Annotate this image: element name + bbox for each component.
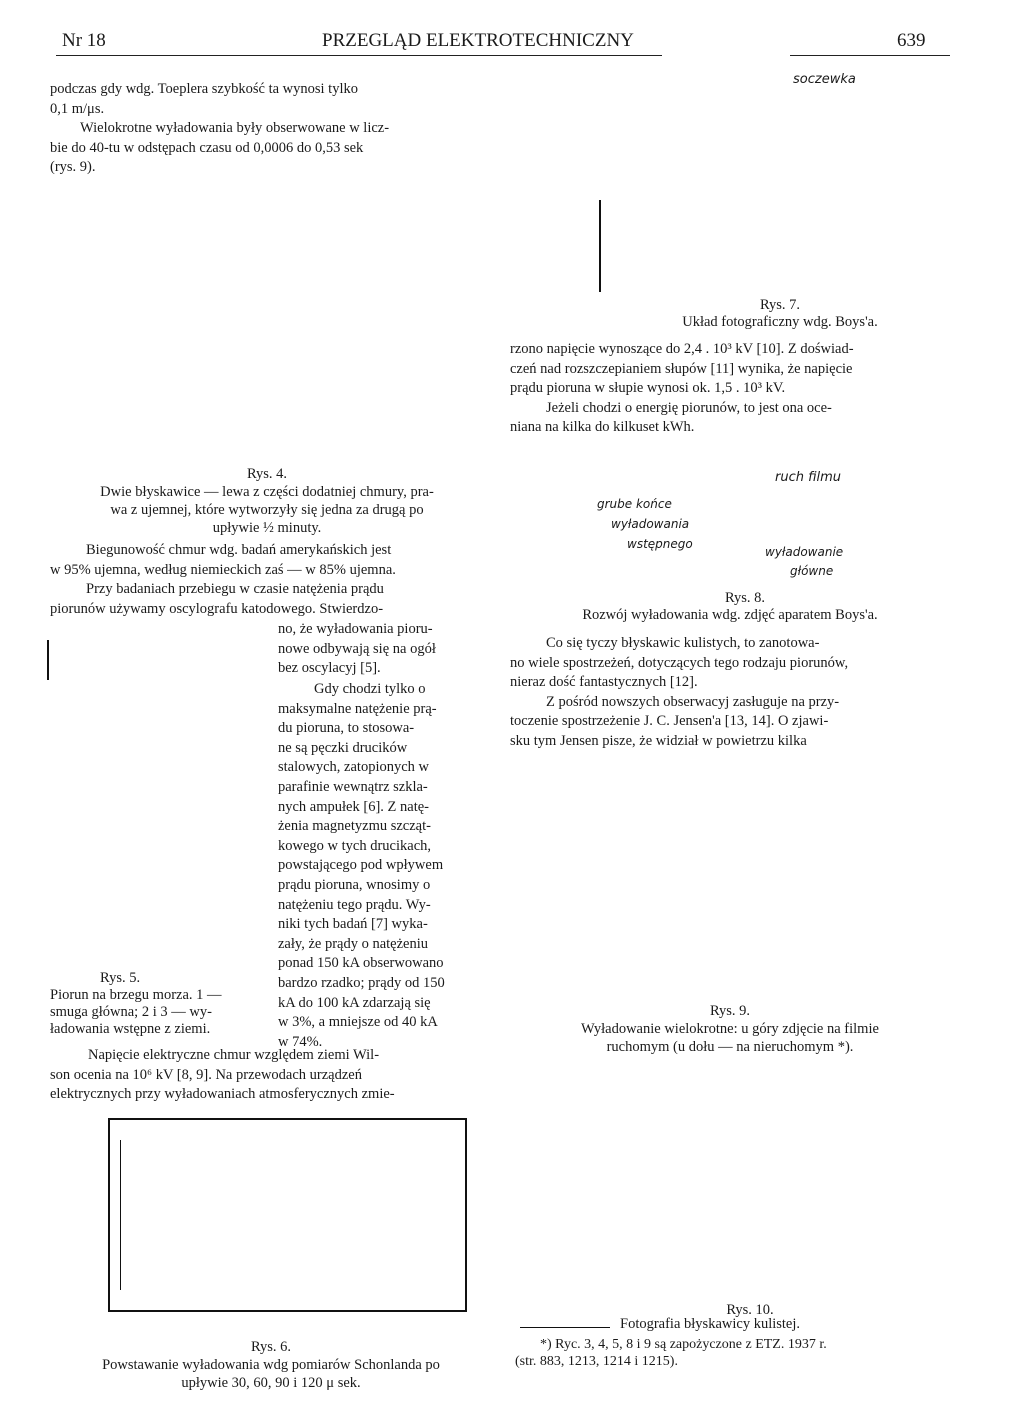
fig8-film-motion-label: ruch filmu xyxy=(775,470,842,485)
text-line: Co się tyczy błyskawic kulistych, to zanotowa- xyxy=(546,635,820,651)
journal-title: PRZEGLĄD ELEKTROTECHNICZNY xyxy=(322,30,634,51)
right-paragraph-2 xyxy=(510,634,950,752)
fig7-lens-label: soczewka xyxy=(793,72,856,87)
fig8-main-label-2: główne xyxy=(790,564,834,578)
left-narrow-paragraph-a xyxy=(278,620,490,679)
fig7-caption-text: Układ fotograficzny wdg. Boys'a. xyxy=(682,314,878,330)
text-line: (rys. 9). xyxy=(50,159,96,176)
footnote-line: (str. 883, 1213, 1214 i 1215). xyxy=(515,1354,678,1369)
fig8-ends-label-1: grube końce xyxy=(597,497,672,511)
text-line: elektrycznych przy wyładowaniach atmosferycznych zmie- xyxy=(50,1086,395,1103)
text-line: kA do 100 kA zdarzają się xyxy=(278,994,431,1011)
text-line: stalowych, zatopionych w xyxy=(278,759,430,776)
text-line: Przy badaniach przebiegu w czasie natężenia prądu xyxy=(86,581,384,598)
fig6-caption-num: Rys. 6. xyxy=(250,1339,292,1355)
text-line: powstającego pod wpływem xyxy=(278,857,444,874)
text-line: zały, że prądy o natężeniu xyxy=(278,935,429,952)
text-line: Gdy chodzi tylko o xyxy=(314,681,426,697)
fig9-caption xyxy=(510,1002,950,1056)
text-line: bez oscylacyj [5]. xyxy=(278,660,381,677)
text-line: nych ampułek [6]. Z natę- xyxy=(278,798,429,815)
fig7-film-line xyxy=(599,200,601,292)
text-line: parafinie wewnątrz szkla- xyxy=(278,778,428,795)
text-line: no, że wyładowania pioru- xyxy=(278,621,433,637)
caption-line: Powstawanie wyładowania wdg pomiarów Schonlanda po xyxy=(102,1357,440,1373)
caption-line: ruchomym (u dołu — na nieruchomym *). xyxy=(606,1039,854,1055)
text-line: toczenie spostrzeżenie J. C. Jensen'a [13, 14]. O zjawi- xyxy=(510,713,829,730)
fig4-caption-num: Rys. 4. xyxy=(246,466,288,482)
fig6-oscillogram-frame xyxy=(108,1118,467,1312)
caption-line: smuga główna; 2 i 3 — wy- xyxy=(50,1004,212,1020)
right-paragraph-1 xyxy=(510,340,950,438)
text-line: w 3%, a mniejsze od 40 kA xyxy=(278,1014,438,1031)
text-line: sku tym Jensen pisze, że widział w powietrzu kilka xyxy=(510,732,807,749)
text-line: w 74%. xyxy=(278,1033,323,1050)
caption-line: wa z ujemnej, które wytworzyły się jedna za drugą po xyxy=(110,502,424,518)
fig7-caption-num: Rys. 7. xyxy=(759,297,801,313)
fig5-caption xyxy=(50,970,265,1038)
text-line: Jeżeli chodzi o energię piorunów, to jest ona oce- xyxy=(546,399,832,416)
text-line: son ocenia na 10⁶ kV [8, 9]. Na przewodach urządzeń xyxy=(50,1066,362,1083)
caption-line: Piorun na brzegu morza. 1 — xyxy=(50,987,222,1003)
fig8-main-label-1: wyładowanie xyxy=(765,545,844,559)
footnote xyxy=(515,1336,827,1370)
text-line: nowe odbywają się na ogół xyxy=(278,640,436,657)
caption-line: Dwie błyskawice — lewa z części dodatniej chmury, pra- xyxy=(100,484,434,500)
fig10-caption-num: Rys. 10. xyxy=(726,1302,774,1318)
fig6-axis-line xyxy=(120,1140,121,1290)
text-line: prądu pioruna w słupie wynosi ok. 1,5 . 10³ kV. xyxy=(510,380,786,397)
caption-line: upływie ½ minuty. xyxy=(212,520,322,536)
left-paragraph-4 xyxy=(50,1046,490,1105)
text-line: no wiele spostrzeżeń, dotyczących tego rodzaju piorunów, xyxy=(510,654,849,671)
fig4-caption xyxy=(50,465,484,537)
text-line: w 95% ujemna, według niemieckich zaś — w 85% ujemna. xyxy=(50,561,396,578)
left-top-paragraph xyxy=(50,80,482,178)
text-line: czeń nad rozszczepianiem słupów [11] wynika, że napięcie xyxy=(510,360,853,377)
text-line: du pioruna, to stosowa- xyxy=(278,720,415,737)
text-line: nieraz dość fantastycznych [12]. xyxy=(510,674,698,691)
text-line: kowego w tych drucikach, xyxy=(278,837,432,854)
text-line: rzono napięcie wynoszące do 2,4 . 10³ kV [10]. Z doświad- xyxy=(510,341,854,357)
caption-line: ładowania wstępne z ziemi. xyxy=(50,1021,211,1037)
fig10-caption-text: Fotografia błyskawicy kulistej. xyxy=(620,1316,801,1332)
left-narrow-paragraph-b xyxy=(278,680,490,1052)
caption-line: upływie 30, 60, 90 i 120 μ sek. xyxy=(181,1375,361,1391)
page-number: 639 xyxy=(897,30,926,51)
caption-line: Wyładowanie wielokrotne: u góry zdjęcie na filmie xyxy=(581,1021,879,1037)
text-line: prądu pioruna, wnosimy o xyxy=(278,876,431,893)
text-line: Wielokrotne wyładowania były obserwowane w licz- xyxy=(80,120,390,137)
fig6-caption xyxy=(50,1338,492,1392)
text-line: niki tych badań [7] wyka- xyxy=(278,916,428,933)
fig8-ends-label-3: wstępnego xyxy=(627,537,693,551)
text-line: ne są pęczki drucików xyxy=(278,739,408,756)
text-line: niana na kilka do kilkuset kWh. xyxy=(510,419,695,436)
text-line: Z pośród nowszych obserwacyj zasługuje na przy- xyxy=(546,693,840,710)
fig5-caption-num: Rys. 5. xyxy=(100,970,141,986)
text-line: piorunów używamy oscylografu katodowego. Stwierdzo- xyxy=(50,600,384,617)
text-line: ponad 150 kA obserwowano xyxy=(278,955,444,972)
text-line: bardzo rzadko; prądy od 150 xyxy=(278,974,445,991)
text-line: natężeniu tego prądu. Wy- xyxy=(278,896,431,913)
issue-number: Nr 18 xyxy=(62,30,106,51)
header-rule-right xyxy=(790,55,950,56)
text-line: 0,1 m/μs. xyxy=(50,100,105,117)
fig8-caption-num: Rys. 8. xyxy=(724,590,766,606)
text-line: żenia magnetyzmu szcząt- xyxy=(278,818,431,835)
footnote-line: *) Ryc. 3, 4, 5, 8 i 9 są zapożyczone z ETZ. 1937 r. xyxy=(540,1337,827,1352)
header-rule-left xyxy=(56,55,662,56)
text-line: Napięcie elektryczne chmur względem ziemi Wil- xyxy=(88,1047,380,1063)
footnote-rule xyxy=(520,1327,610,1328)
fig5-lightning-mark xyxy=(47,640,49,680)
text-line: bie do 40-tu w odstępach czasu od 0,0006 do 0,53 sek xyxy=(50,139,364,156)
fig8-caption-text: Rozwój wyładowania wdg. zdjęć aparatem Boys'a. xyxy=(582,607,878,623)
text-line: Biegunowość chmur wdg. badań amerykańskich jest xyxy=(86,542,392,558)
left-paragraph-2 xyxy=(50,541,490,619)
fig8-ends-label-2: wyładowania xyxy=(611,517,690,531)
text-line: podczas gdy wdg. Toeplera szybkość ta wynosi tylko xyxy=(50,81,358,97)
fig9-caption-num: Rys. 9. xyxy=(709,1003,751,1019)
text-line: maksymalne natężenie prą- xyxy=(278,700,437,717)
